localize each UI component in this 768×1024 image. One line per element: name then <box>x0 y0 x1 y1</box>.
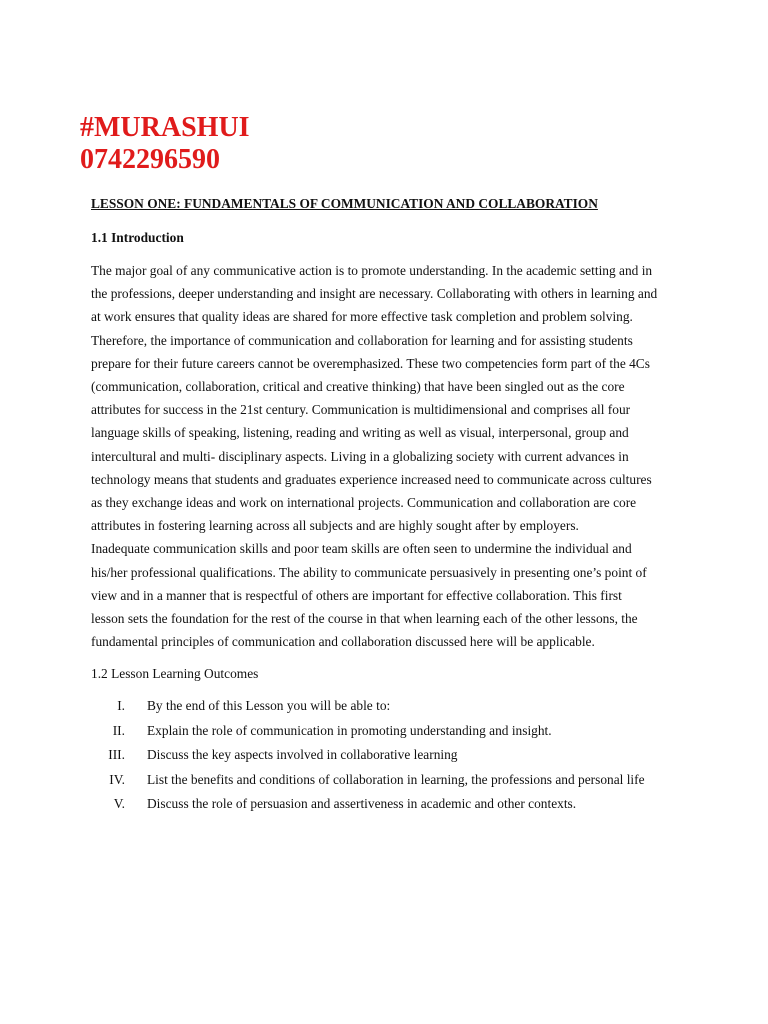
intro-line: technology means that students and graduates experience increased need to communicate across cultures <box>91 471 652 487</box>
outcome-text: Discuss the key aspects involved in collaborative learning <box>147 747 458 762</box>
intro-line: as they exchange ideas and work on international projects. Communication and collaboration are core <box>91 495 637 511</box>
intro-line: view and in a manner that is respectful of others are important for effective collaboration. This first <box>91 587 622 603</box>
outcome-text: Discuss the role of persuasion and assertiveness in academic and other contexts. <box>147 796 577 811</box>
intro-line: attributes for success in the 21st century. Communication is multidimensional and comprises all four <box>91 402 631 418</box>
intro-line: his/her professional qualifications. The ability to communicate persuasively in presenting one’s point of <box>91 564 647 580</box>
brand-phone: 0742296590 <box>80 144 220 175</box>
intro-line: at work ensures that quality ideas are shared for more effective task completion and problem solving. <box>91 309 633 325</box>
brand-name: #MURASHUI <box>80 112 250 143</box>
outcome-text: List the benefits and conditions of collaboration in learning, the professions and personal life <box>147 771 645 787</box>
outcome-number: V. <box>113 796 125 811</box>
intro-paragraph <box>91 259 731 653</box>
intro-line: attributes in fostering learning across all subjects and are highly sought after by employers. <box>91 518 579 534</box>
outcome-text: By the end of this Lesson you will be able to: <box>147 698 391 713</box>
intro-line: language skills of speaking, listening, reading and writing as well as visual, interpersonal, group and <box>91 425 629 441</box>
intro-line: (communication, collaboration, critical and creative thinking) that have been singled out as the core <box>91 379 625 395</box>
outcomes-heading: 1.2 Lesson Learning Outcomes <box>91 666 259 681</box>
brand-header <box>80 112 250 176</box>
outcome-number: III. <box>108 747 125 762</box>
intro-line: Inadequate communication skills and poor team skills are often seen to undermine the individual and <box>91 541 632 557</box>
intro-line: intercultural and multi- disciplinary aspects. Living in a globalizing society with current advances in <box>91 448 629 464</box>
intro-line: The major goal of any communicative action is to promote understanding. In the academic setting and in <box>91 263 653 278</box>
intro-line: the professions, deeper understanding and insight are necessary. Collaborating with others in learning and <box>91 286 658 302</box>
outcome-number: IV. <box>109 771 125 787</box>
intro-line: lesson sets the foundation for the rest of the course in that when learning each of the other lessons, the <box>91 611 638 627</box>
outcome-number: II. <box>112 722 125 738</box>
intro-heading: 1.1 Introduction <box>91 230 184 245</box>
intro-line: prepare for their future careers cannot be overemphasized. These two competencies form part of the 4Cs <box>91 355 650 371</box>
outcome-number: I. <box>117 698 125 713</box>
intro-line: Therefore, the importance of communication and collaboration for learning and for assisting students <box>91 332 633 348</box>
outcome-text: Explain the role of communication in promoting understanding and insight. <box>147 722 552 738</box>
intro-line: fundamental principles of communication and collaboration discussed here will be applicable. <box>91 634 595 650</box>
lesson-title: LESSON ONE: FUNDAMENTALS OF COMMUNICATION AND COLLABORATION <box>91 196 598 211</box>
